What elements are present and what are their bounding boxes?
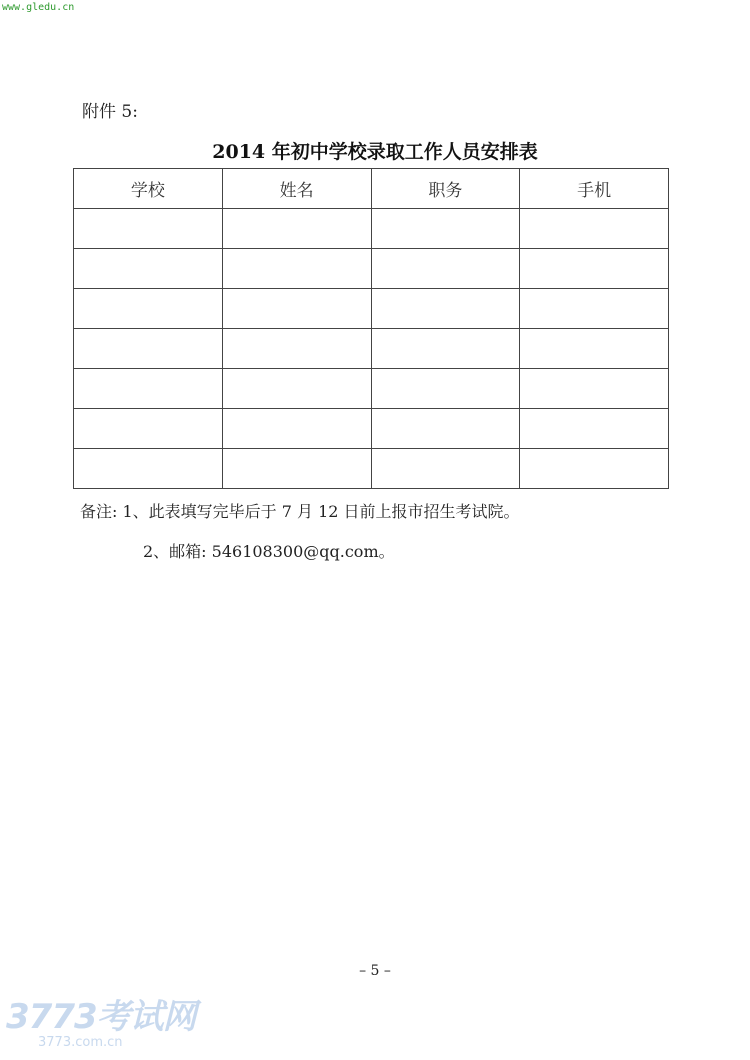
table-cell	[74, 329, 223, 369]
table-row	[74, 209, 669, 249]
header-phone: 手机	[520, 169, 669, 209]
table-cell	[74, 449, 223, 489]
table-row	[74, 249, 669, 289]
staff-arrangement-table	[73, 168, 669, 489]
table-cell	[371, 409, 520, 449]
note-line-1: 备注: 1、此表填写完毕后于 7 月 12 日前上报市招生考试院。	[80, 502, 520, 521]
table-cell	[520, 329, 669, 369]
table-cell	[520, 289, 669, 329]
table-cell	[520, 369, 669, 409]
table-cell	[74, 409, 223, 449]
table-row	[74, 289, 669, 329]
watermark-brand: 3773考试网	[6, 997, 196, 1037]
header-position: 职务	[371, 169, 520, 209]
table-header-row	[74, 169, 669, 209]
table-cell	[222, 369, 371, 409]
table-row	[74, 449, 669, 489]
note-line-2: 2、邮箱: 546108300@qq.com。	[143, 542, 395, 561]
table-cell	[74, 249, 223, 289]
table-cell	[371, 249, 520, 289]
table-cell	[520, 449, 669, 489]
header-url[interactable]: www.gledu.cn	[2, 2, 75, 13]
watermark-logo	[6, 997, 196, 1058]
watermark-domain: 3773.com.cn	[38, 1035, 123, 1050]
table-row	[74, 409, 669, 449]
attachment-label: 附件 5:	[82, 102, 138, 122]
header-name: 姓名	[222, 169, 371, 209]
table-cell	[222, 209, 371, 249]
table-cell	[74, 289, 223, 329]
table-cell	[371, 369, 520, 409]
table-cell	[74, 209, 223, 249]
table-cell	[222, 409, 371, 449]
table-cell	[222, 289, 371, 329]
table-cell	[74, 369, 223, 409]
table-cell	[222, 329, 371, 369]
header-school: 学校	[74, 169, 223, 209]
table-cell	[371, 449, 520, 489]
document-title: 2014 年初中学校录取工作人员安排表	[212, 141, 538, 163]
table-cell	[520, 409, 669, 449]
table-row	[74, 369, 669, 409]
page-number: – 5 –	[359, 963, 391, 979]
table-cell	[371, 289, 520, 329]
table-row	[74, 329, 669, 369]
table-cell	[371, 329, 520, 369]
table-cell	[222, 249, 371, 289]
table-cell	[520, 249, 669, 289]
table-cell	[222, 449, 371, 489]
table-body	[74, 209, 669, 489]
table-cell	[520, 209, 669, 249]
table-cell	[371, 209, 520, 249]
